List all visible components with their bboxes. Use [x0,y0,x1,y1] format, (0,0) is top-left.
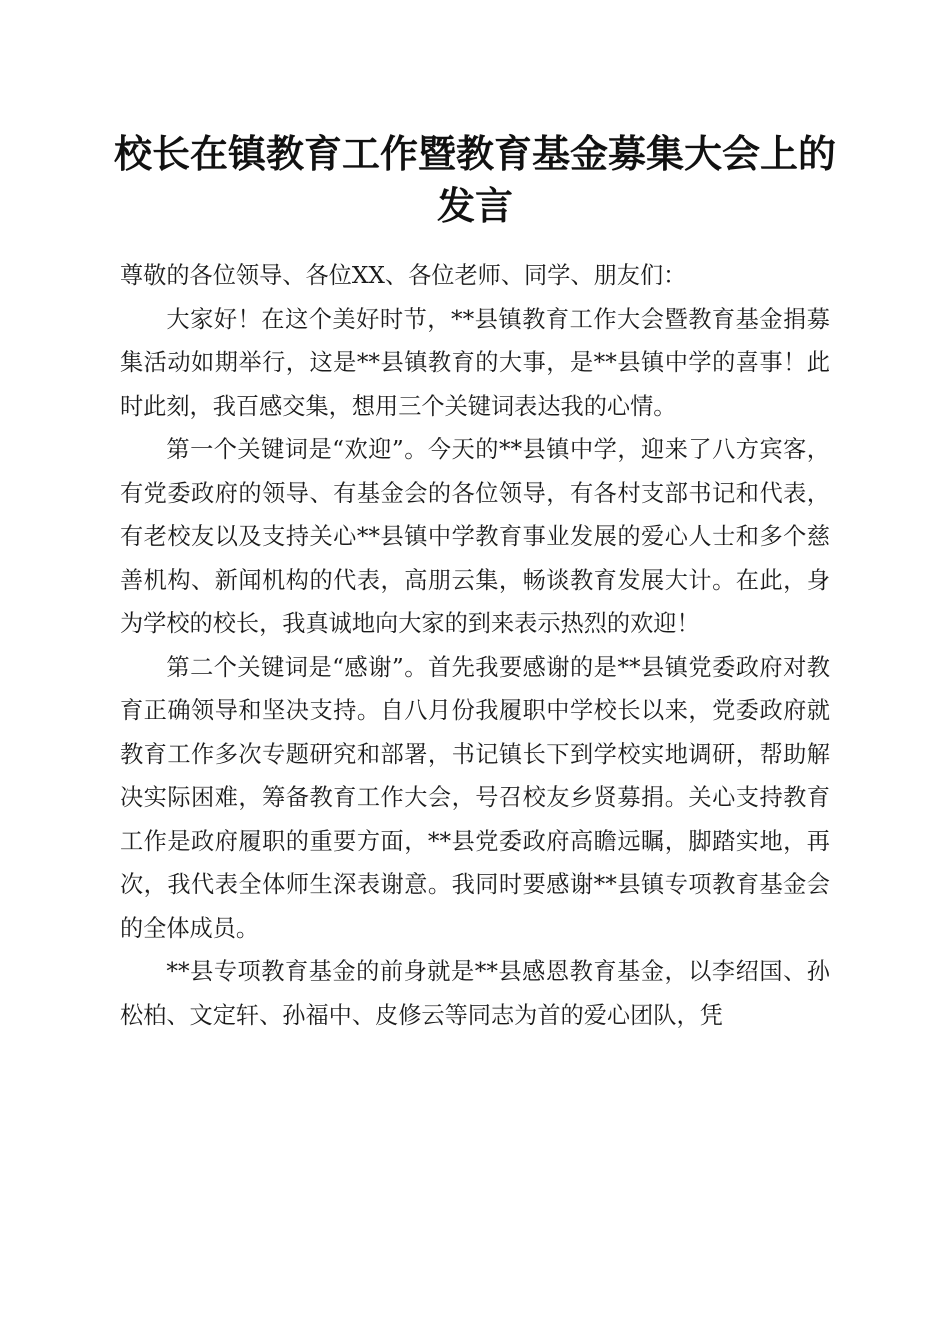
paragraph-thanks: 第二个关键词是“感谢”。首先我要感谢的是**县镇党委政府对教育正确领导和坚决支持。自八月份我履职中学校长以来，党委政府就教育工作多次专题研究和部署，书记镇长下到学校实地调研，帮助解决实际困难，筹备教育工作大会，号召校友乡贤募捐。关心支持教育工作是政府履职的重要方面，**县党委政府高瞻远瞩，脚踏实地，再次，我代表全体师生深表谢意。我同时要感谢**县镇专项教育基金会的全体成员。 [120,653,830,942]
paragraph-fund: **县专项教育基金的前身就是**县感恩教育基金，以李绍国、孙松柏、文定轩、孙福中、皮修云等同志为首的爱心团队，凭 [120,958,830,1029]
salutation: 尊敬的各位领导、各位XX、各位老师、同学、朋友们： [120,262,687,289]
paragraph-welcome: 第一个关键词是“欢迎”。今天的**县镇中学，迎来了八方宾客，有党委政府的领导、有基金会的各位领导，有各村支部书记和代表，有老校友以及支持关心**县镇中学教育事业发展的爱心人士和多个慈善机构、新闻机构的代表，高朋云集，畅谈教育发展大计。在此，身为学校的校长，我真诚地向大家的到来表示热烈的欢迎！ [120,436,830,637]
paragraph-greeting: 大家好！在这个美好时节，**县镇教育工作大会暨教育基金捐募集活动如期举行，这是**县镇教育的大事，是**县镇中学的喜事！此时此刻，我百感交集，想用三个关键词表达我的心情。 [120,305,830,420]
document-title: 校长在镇教育工作暨教育基金募集大会上的发言 [113,131,836,228]
document-body [120,254,830,1037]
